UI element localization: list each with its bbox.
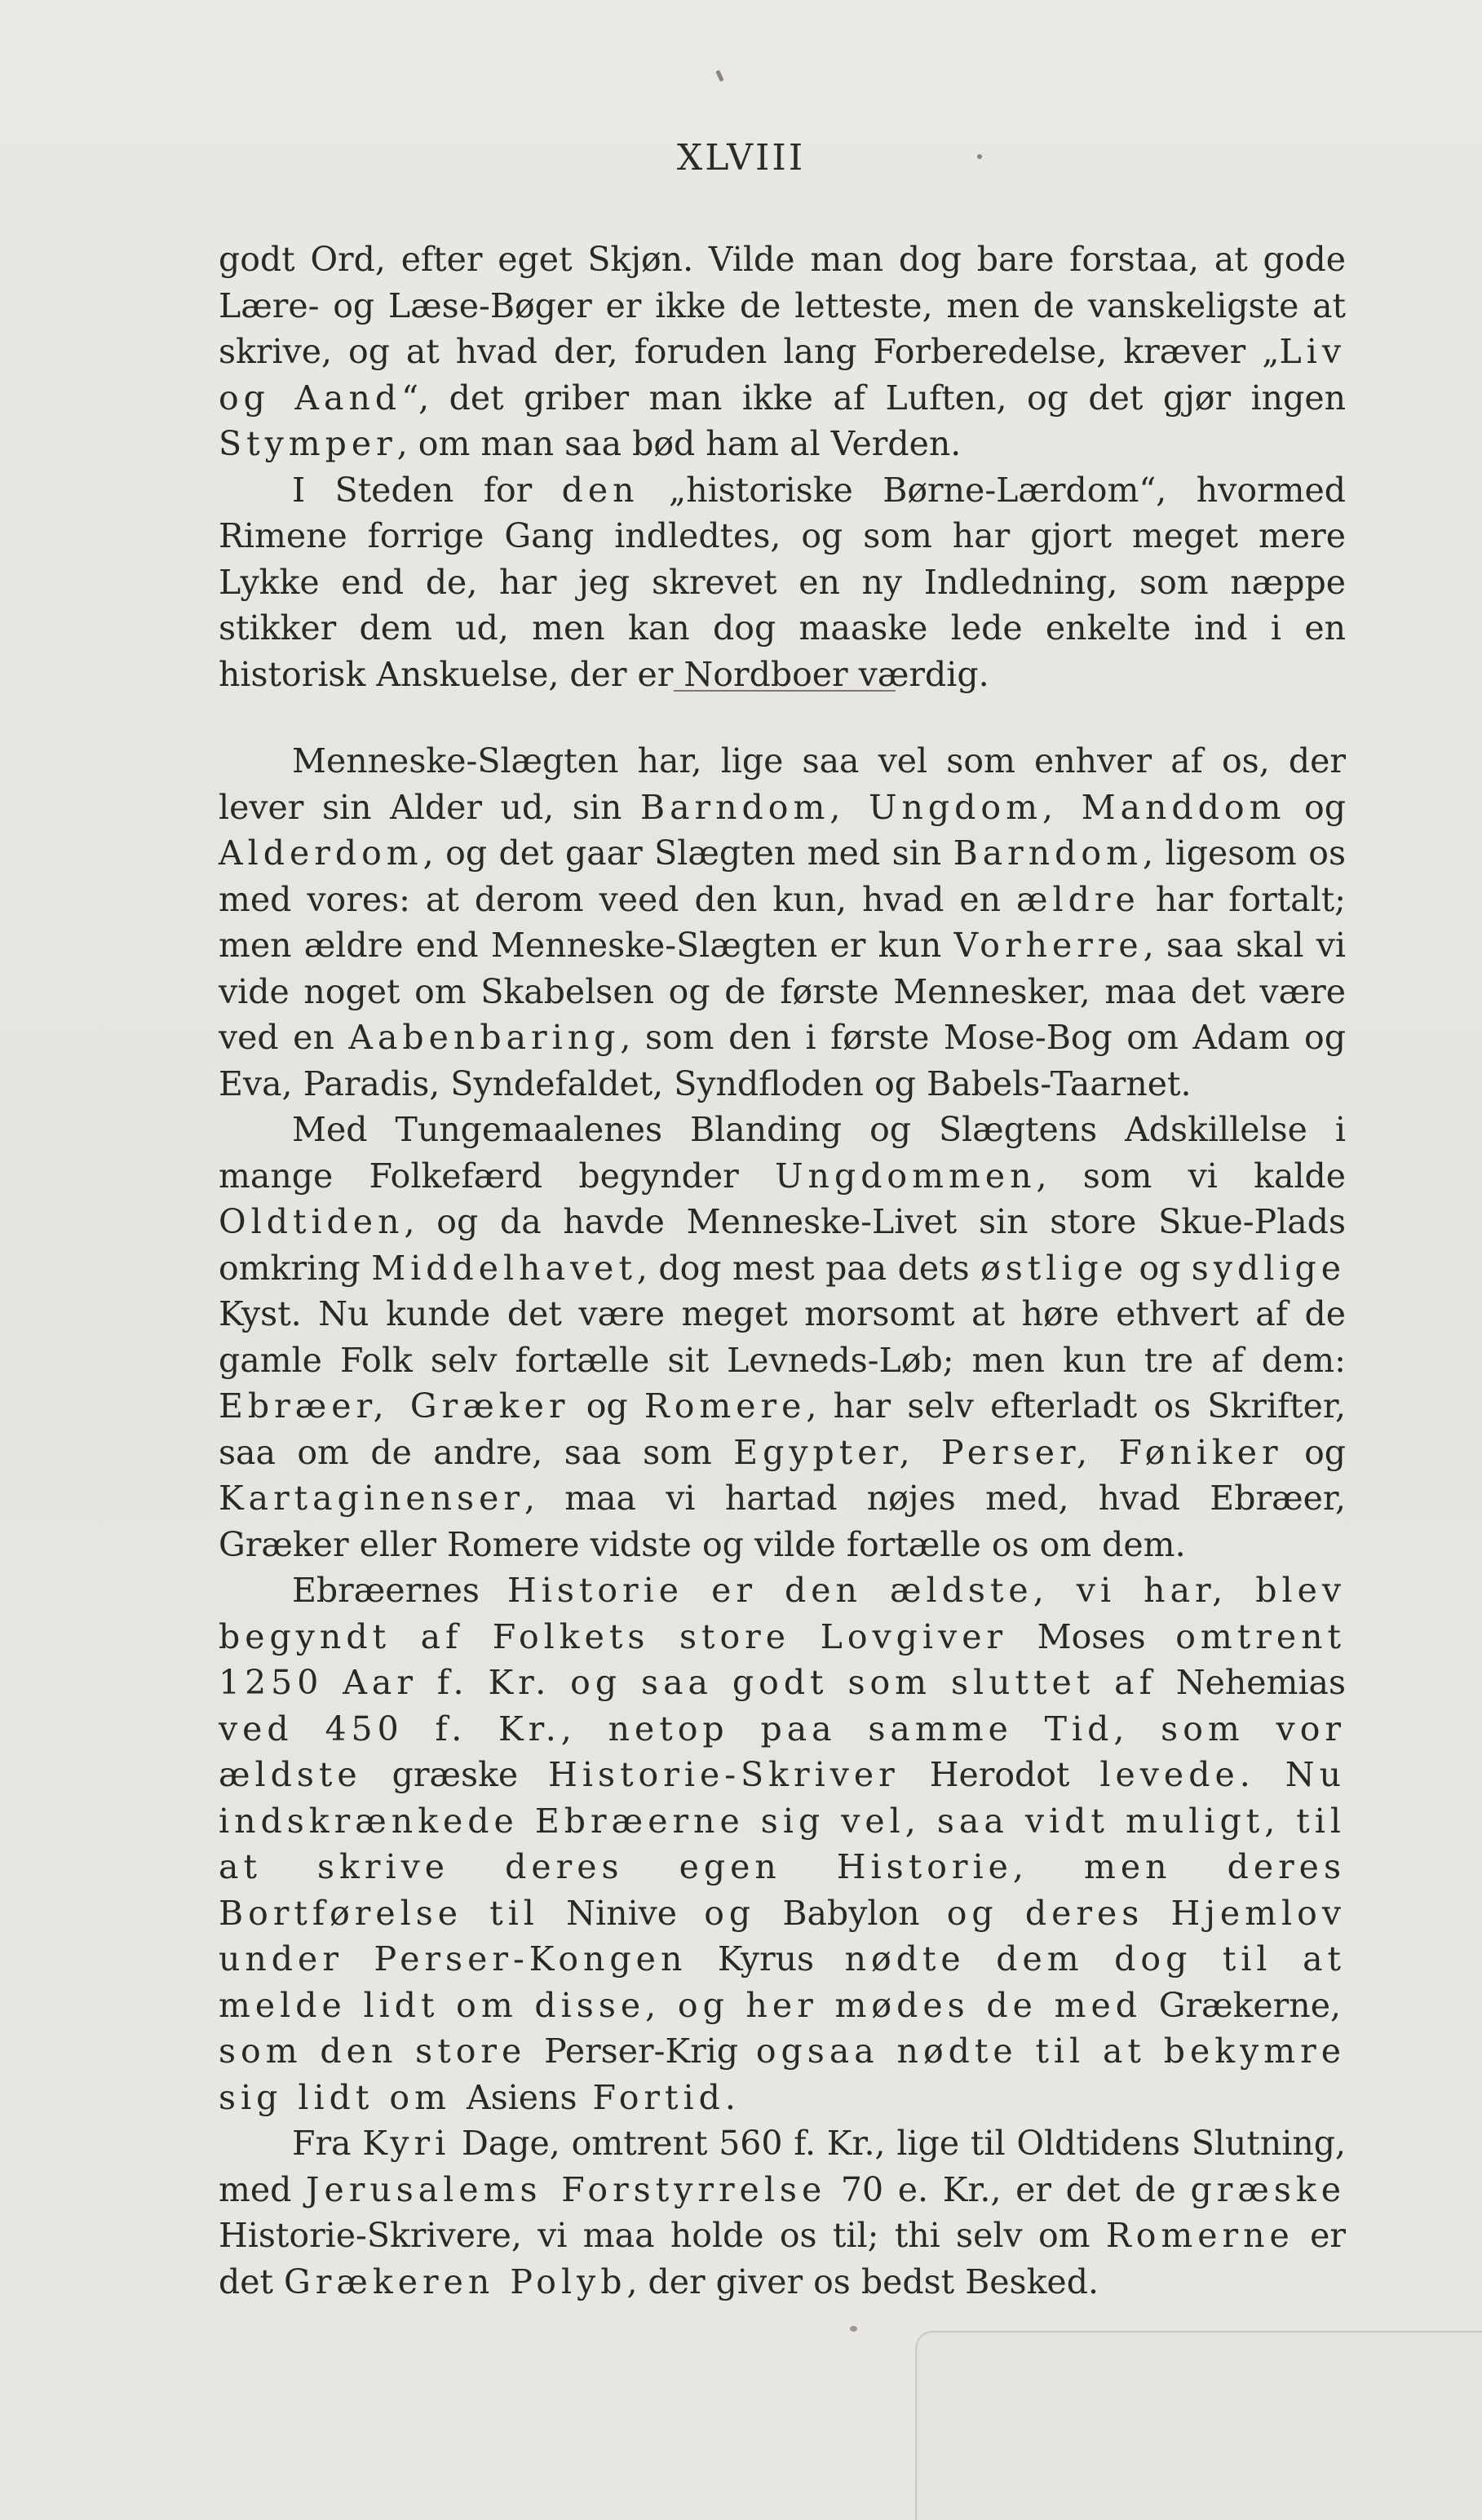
emphasized-text: Middelhavet bbox=[371, 1248, 637, 1288]
page-number-header: XLVIII bbox=[676, 137, 806, 179]
body-text: er det bbox=[219, 2216, 1346, 2301]
intro-p2-emphasis: den bbox=[561, 470, 639, 510]
body-text: , ligesom os med vores: at derom veed den kun, hvad en bbox=[219, 833, 1346, 919]
intro-p1-emphasis-1: Liv og Aand bbox=[219, 332, 1346, 418]
body-text: , som vi kalde bbox=[1036, 1156, 1347, 1196]
emphasized-text: Ungdommen bbox=[774, 1156, 1037, 1196]
paper-speck bbox=[850, 2326, 857, 2332]
emphasized-text: Oldtiden bbox=[219, 1202, 405, 1241]
body-text: Fra bbox=[292, 2124, 363, 2163]
emphasized-text: Barndom, Ungdom, Manddom bbox=[639, 787, 1286, 827]
main-paragraph bbox=[219, 2120, 1346, 2305]
body-text: , maa vi hartad nøjes med, hvad Ebræer, Græker eller Romere vidste og vilde fortælle os om dem. bbox=[219, 1479, 1346, 1564]
body-text: og bbox=[569, 1386, 644, 1426]
emphasized-text: Jerusalems Forstyrrelse bbox=[306, 2169, 827, 2209]
body-text: Asiens bbox=[467, 2077, 577, 2117]
emphasized-text: Grækeren Polyb bbox=[284, 2261, 627, 2301]
body-text: Dage, omtrent 560 f. Kr., lige til Oldtidens Slutning, med bbox=[219, 2124, 1347, 2209]
section-divider-rule bbox=[674, 690, 896, 692]
emphasized-text: levede. Nu indskrænkede Ebræerne sig vel, saa vidt muligt, til at skrive deres egen Historie, men deres Bortførelse til bbox=[219, 1755, 1346, 1933]
page-corner-edge bbox=[915, 2331, 1482, 2520]
body-text: , og da havde Menneske-Livet sin store Skue-Plads omkring bbox=[219, 1202, 1346, 1288]
emphasized-text: Romere bbox=[644, 1386, 807, 1426]
intro-p2-start: I Steden for bbox=[292, 470, 562, 510]
emphasized-text: ogsaa nødte til at bekymre sig lidt om bbox=[219, 2031, 1346, 2117]
emphasized-text: ved 450 f. Kr., netop paa samme Tid, som vor ældste bbox=[219, 1709, 1346, 1794]
body-text: 70 e. Kr., er det de bbox=[826, 2169, 1191, 2209]
intro-paragraph-1 bbox=[219, 237, 1346, 467]
emphasized-text: , som den store bbox=[219, 1985, 1346, 2071]
main-paragraph bbox=[219, 738, 1346, 1107]
emphasized-text: Ebræer, Græker bbox=[219, 1386, 570, 1426]
emphasized-text: Historie-Skriver bbox=[518, 1755, 930, 1794]
paper-speck bbox=[977, 154, 982, 159]
body-text: , har selv efterladt os Skrifter, saa om de andre, saa som bbox=[219, 1386, 1346, 1472]
body-text: Historie-Skrivere, vi maa holde os til; thi selv om bbox=[219, 2216, 1106, 2255]
emphasized-text: Fortid. bbox=[577, 2077, 741, 2117]
body-text: Moses bbox=[1037, 1616, 1146, 1656]
body-text: Ebræernes bbox=[292, 1571, 480, 1610]
emphasized-text: sydlige bbox=[1191, 1248, 1346, 1288]
body-text: Nehemias bbox=[1175, 1663, 1346, 1702]
paper-speck bbox=[715, 70, 723, 82]
body-text: Herodot bbox=[929, 1755, 1070, 1794]
main-paragraph bbox=[219, 1107, 1346, 1567]
body-text: Med Tungemaalenes Blanding og Slægtens Adskillelse i mange Folkefærd begynder bbox=[219, 1110, 1346, 1196]
body-text: , saa skal vi vide noget om Skabelsen og de første Mennesker, maa det være ved en bbox=[219, 926, 1346, 1057]
body-text: Kyst. Nu kunde det være meget morsomt at høre ethvert af de gamle Folk selv fortælle sit Levneds-Løb; men kun tre af dem: bbox=[219, 1294, 1346, 1380]
body-text: , og det gaar Slægten med sin bbox=[422, 833, 953, 873]
body-text: og bbox=[1282, 1432, 1347, 1472]
body-text: græske bbox=[392, 1755, 519, 1794]
emphasized-text: og deres Hjemlov under Perser-Kongen bbox=[219, 1893, 1347, 1978]
emphasized-text: ældre bbox=[1016, 879, 1140, 919]
main-paragraph bbox=[219, 1567, 1346, 2120]
body-text: Babylon bbox=[782, 1893, 920, 1933]
body-text: har fortalt; men ældre end Menneske-Slægten er kun bbox=[219, 879, 1346, 965]
emphasized-text: Kyri bbox=[362, 2124, 451, 2163]
body-text: , dog mest paa dets bbox=[636, 1248, 981, 1288]
body-text: , der giver os bedst Besked. bbox=[626, 2261, 1099, 2301]
emphasized-text: Kartaginenser bbox=[219, 1479, 524, 1518]
emphasized-text: nødte dem dog til at melde lidt om disse, og her mødes de med bbox=[219, 1939, 1346, 2025]
body-text: Perser-Krig bbox=[544, 2031, 739, 2071]
emphasized-text: græske bbox=[1190, 2169, 1346, 2209]
emphasized-text: Alderdom bbox=[219, 833, 423, 873]
emphasized-text: Historie er den ældste, vi har, blev begyndt af Folkets store Lovgiver bbox=[219, 1571, 1346, 1656]
body-text: og bbox=[1128, 1248, 1192, 1288]
body-text: og bbox=[1285, 787, 1346, 827]
emphasized-text: og bbox=[677, 1893, 783, 1933]
emphasized-text: omtrent 1250 Aar f. Kr. og saa godt som sluttet af bbox=[219, 1616, 1346, 1702]
intro-p1-end: , om man saa bød ham al Verden. bbox=[396, 424, 962, 463]
intro-p1-mid: “, det griber man ikke af Luften, og det gjør ingen bbox=[401, 378, 1346, 418]
intro-p2-end: „historiske Børne-Lærdom“, hvormed Rimene forrige Gang indledtes, og som har gjort meget mere Lykke end de, har jeg skrevet en ny Indledning, som næppe stikker dem ud, men kan dog maaske lede enkelte ind i en historisk Anskuelse, der er Nordboer værdig. bbox=[219, 470, 1346, 694]
emphasized-text: østlige bbox=[980, 1248, 1129, 1288]
intro-text-block bbox=[219, 237, 1346, 697]
intro-p1-emphasis-2: Stymper bbox=[219, 424, 397, 463]
emphasized-text: Aabenbaring bbox=[348, 1018, 621, 1057]
intro-p1-start: godt Ord, efter eget Skjøn. Vilde man dog bare forstaa, at gode Lære- og Læse-Bøger er ikke de letteste, men de vanskeligste at skrive, og at hvad der, foruden lang Forberedelse, kræver „ bbox=[219, 240, 1346, 371]
emphasized-text: Vorherre bbox=[953, 926, 1144, 965]
emphasized-text: Barndom bbox=[953, 833, 1143, 873]
emphasized-text: Egypter, Perser, Føniker bbox=[733, 1432, 1283, 1472]
intro-paragraph-2 bbox=[219, 467, 1346, 698]
body-text: Kyrus bbox=[717, 1939, 815, 1978]
body-text: Menneske-Slægten har, lige saa vel som enhver af os, der lever sin Alder ud, sin bbox=[219, 741, 1346, 827]
main-text-block bbox=[219, 738, 1346, 2305]
body-text: Grækerne bbox=[1158, 1985, 1330, 2025]
emphasized-text: Romerne bbox=[1105, 2216, 1294, 2255]
body-text: , som den i første Mose-Bog om Adam og Eva, Paradis, Syndefaldet, Syndfloden og Babels-Taarnet. bbox=[219, 1018, 1346, 1103]
body-text: Ninive bbox=[566, 1893, 678, 1933]
